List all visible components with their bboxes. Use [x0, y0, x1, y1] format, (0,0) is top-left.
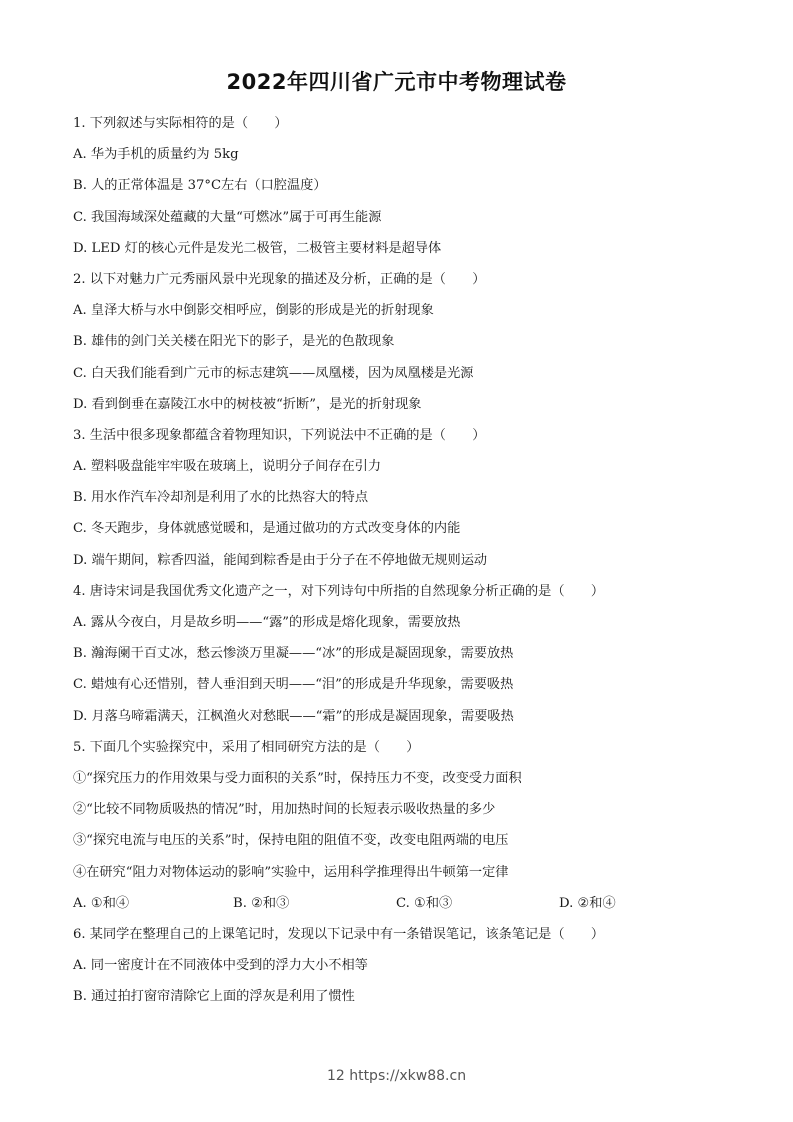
question-1-stem: 1. 下列叙述与实际相符的是（ ）: [73, 116, 288, 131]
question-1-option-d: D. LED 灯的核心元件是发光二极管，二极管主要材料是超导体: [73, 240, 442, 256]
question-2-stem: 2. 以下对魅力广元秀丽风景中光现象的描述及分析，正确的是（ ）: [73, 271, 486, 287]
question-2-option-d: D. 看到倒垂在嘉陵江水中的树枝被“折断”，是光的折射现象: [73, 396, 422, 412]
question-1-option-c: C. 我国海域深处蕴藏的大量“可燃冰”属于可再生能源: [73, 209, 382, 225]
question-4-stem: 4. 唐诗宋词是我国优秀文化遗产之一，对下列诗句中所指的自然现象分析正确的是（ ）: [73, 583, 605, 599]
question-5-statement-1: ①“探究压力的作用效果与受力面积的关系”时，保持压力不变，改变受力面积: [73, 770, 522, 786]
exam-content: [73, 108, 733, 1012]
question-2-option-a: A. 皇泽大桥与水中倒影交相呼应，倒影的形成是光的折射现象: [73, 303, 434, 319]
question-3-option-b: B. 用水作汽车冷却剂是利用了水的比热容大的特点: [73, 490, 369, 506]
question-5-option-c: C. ①和③: [396, 895, 453, 911]
question-1-option-b: B. 人的正常体温是 37°C左右（口腔温度）: [73, 178, 327, 194]
question-2-option-c: C. 白天我们能看到广元市的标志建筑——凤凰楼，因为凤凰楼是光源: [73, 365, 474, 381]
question-5-options: [73, 888, 733, 919]
question-4-option-c: C. 蜡烛有心还惜别，替人垂泪到天明——“泪”的形成是升华现象，需要吸热: [73, 677, 514, 693]
question-5-statement-2: ②“比较不同物质吸热的情况”时，用加热时间的长短表示吸收热量的多少: [73, 802, 496, 818]
question-3-option-c: C. 冬天跑步，身体就感觉暖和，是通过做功的方式改变身体的内能: [73, 521, 461, 537]
question-2-option-b: B. 雄伟的剑门关关楼在阳光下的影子，是光的色散现象: [73, 334, 395, 350]
page-footer: 12 https://xkw88.cn: [326, 1068, 467, 1084]
question-4-option-b: B. 瀚海阑干百丈冰，愁云惨淡万里凝——“冰”的形成是凝固现象，需要放热: [73, 646, 514, 662]
question-4-option-a: A. 露从今夜白，月是故乡明——“露”的形成是熔化现象，需要放热: [73, 615, 461, 630]
question-4-option-d: D. 月落乌啼霜满天，江枫渔火对愁眠——“霜”的形成是凝固现象，需要吸热: [73, 708, 514, 724]
page-title: 2022年四川省广元市中考物理试卷: [226, 70, 567, 94]
question-1-option-a: A. 华为手机的质量约为 5kg: [73, 147, 239, 163]
question-6-option-b: B. 通过拍打窗帘清除它上面的浮灰是利用了惯性: [73, 989, 355, 1005]
question-5-statement-3: ③“探究电流与电压的关系”时，保持电阻的阻值不变，改变电阻两端的电压: [73, 833, 509, 849]
question-6-option-a: A. 同一密度计在不同液体中受到的浮力大小不相等: [73, 958, 368, 974]
question-5-option-b: B. ②和③: [233, 895, 290, 911]
question-3-option-a: A. 塑料吸盘能牢牢吸在玻璃上，说明分子间存在引力: [73, 459, 382, 475]
question-5-option-d: D. ②和④: [559, 895, 616, 911]
question-6-stem: 6. 某同学在整理自己的上课笔记时，发现以下记录中有一条错误笔记，该条笔记是（ ）: [73, 926, 605, 942]
question-3-stem: 3. 生活中很多现象都蕴含着物理知识，下列说法中不正确的是（ ）: [73, 427, 486, 443]
question-5-option-a: A. ①和④: [73, 895, 130, 911]
question-3-option-d: D. 端午期间，粽香四溢，能闻到粽香是由于分子在不停地做无规则运动: [73, 552, 488, 568]
question-5-statement-4: ④在研究“阻力对物体运动的影响”实验中，运用科学推理得出牛顿第一定律: [73, 864, 509, 880]
question-5-stem: 5. 下面几个实验探究中，采用了相同研究方法的是（ ）: [73, 739, 420, 755]
